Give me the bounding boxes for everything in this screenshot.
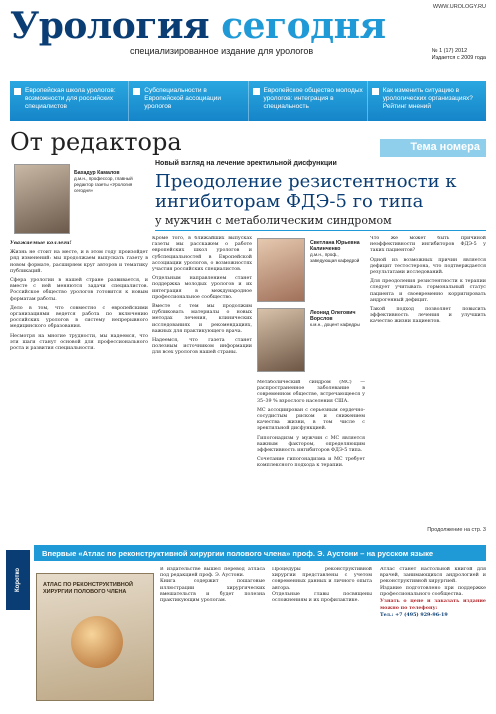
publication-title	[10, 6, 386, 46]
article-kicker: Новый взгляд на лечение эректильной дисфункции	[155, 160, 337, 167]
continued-link[interactable]: Продолжение на стр. 3	[427, 527, 486, 533]
promo-column-1: В издательстве вышел перевод атласа под редакцией проф. Э. Аустони. Книга содержит пошаговые иллюстрации хирургических вмешательств и будет полезна практикующим урологам.	[160, 567, 265, 604]
square-bullet-icon	[253, 88, 260, 95]
editor-photo	[14, 164, 70, 234]
order-title: Узнать о цене и заказать издание можно по телефону:	[380, 598, 486, 612]
square-bullet-icon	[14, 88, 21, 95]
atlas-book-cover	[36, 573, 154, 701]
square-bullet-icon	[133, 88, 140, 95]
square-bullet-icon	[372, 88, 379, 95]
order-phone[interactable]: Тел.: +7 (495) 929-96-19	[380, 612, 448, 619]
book-title: АТЛАС ПО РЕКОНСТРУКТИВНОЙ ХИРУРГИИ ПОЛОВОГО ЧЛЕНА	[43, 582, 134, 595]
author1-photo	[257, 238, 305, 302]
band-item[interactable]: Европейское общество молодых урологов: интеграция в специальность	[249, 81, 368, 121]
editorial-column-2b: Кроме того, в ближайших выпусках газеты мы расскажем о работе европейских школ урологов и субспециальностей в Европейской ассоциации урологов, о возможностях участия российских специалистов. Отдельным направлением станет поддержка молодых урологов и их интеграция в международное профессиональное сообщество. Вместе с тем мы продолжим публиковать материалы о новых методах лечения, клинических исследованиях и рекомендациях, важных для практикующего врача. Надеемся, что газета станет полезным источником информации для всех урологов нашей страны.	[152, 236, 252, 356]
book-illustration	[71, 616, 123, 668]
divider	[155, 230, 486, 231]
band-item[interactable]: Европейская школа урологов: возможности для российских специалистов	[10, 81, 129, 121]
editorial-column-1: Уважаемые коллеги! Жизнь не стоит на месте, и в этом году произойдет ряд изменений: мы продолжаем выпускать газету в новом формате, расширяем круг авторов и тематику публикаций. Сфера урологии в нашей стране развивается, и вместе с ней меняются задачи специалистов. Российское общество урологов готовится к новым форматам работы. Дело в том, что совместно с европейскими организациями ведется работа по включению российских урологов в систему непрерывного медицинского образования. Несмотря на многие трудности, мы надеемся, что эти шаги станут основой для профессионального роста и развития специальности.	[10, 240, 148, 352]
author2-caption: Леонид Олегович Ворслов к.м.н., доцент кафедры	[310, 310, 360, 327]
promo-header: Впервые «Атлас по реконструктивной хирургии полового члена» проф. Э. Аустони – на русском языке	[34, 545, 486, 561]
masthead	[10, 0, 486, 80]
title-word-2: сегодня	[221, 5, 386, 47]
editorial-heading: От редактора	[10, 128, 182, 156]
theme-column-a: Метаболический синдром (МС) — распространенное заболевание в современном обществе, встречающееся у 35–39 % взрослого населения США. МС ассоциирован с серьезным сердечно-сосудистым риском и снижением качества жизни, в том числе с эректильной дисфункцией. Гипогонадизм у мужчин с МС является важным фактором, определяющим эффективность ингибиторов ФДЭ-5 типа. Сочетание гипогонадизма и МС требует комплексного подхода к терапии.	[257, 380, 365, 469]
publication-subtitle: специализированное издание для урологов	[130, 46, 314, 56]
briefly-label: Коротко	[6, 550, 30, 610]
promo-column-2: Процедуры реконструктивной хирургии представлены с учетом современных данных и личного опыта автора. Отдельные главы посвящены осложнениям и их профилактике.	[272, 567, 372, 604]
editor-role: д.м.н., профессор, главный редактор газеты «Урология сегодня»	[74, 176, 133, 193]
contents-band	[10, 81, 486, 121]
article-headline: Преодоление резистентности к ингибиторам ФДЭ-5 го типа	[155, 171, 457, 212]
theme-column-b: Что же может быть причиной неэффективности ингибиторов ФДЭ-5 у таких пациентов? Одной из возможных причин является дефицит тестостерона, что подтверждается результатами исследований. Для преодоления резистентности к терапии следует учитывать гормональный статус пациента и своевременно корригировать андрогенный дефицит. Такой подход позволяет повысить эффективность лечения и улучшить качество жизни пациентов.	[370, 236, 486, 325]
editor-name: Бахадур Камалов	[74, 170, 120, 176]
issue-number: № 1 (17) 2012	[431, 48, 468, 54]
editor-caption	[74, 170, 144, 194]
issue-since: Издается с 2009 года	[431, 55, 486, 61]
section-tab-theme: Тема номера	[380, 139, 486, 157]
article-deck: у мужчин с метаболическим синдромом	[155, 214, 392, 227]
promo-column-3: Атлас станет настольной книгой для врачей, занимающихся андрологией и реконструктивной хирургией. Издание подготовлено при поддержке профессионального сообщества. Узнать о цене и заказать издание можно по телефону: Тел.: +7 (495) 929-96-19	[380, 567, 486, 619]
band-item[interactable]: Субспециальности в Европейской ассоциации урологов	[129, 81, 248, 121]
title-word-1: Урология	[10, 5, 210, 47]
author1-caption: Светлана Юрьевна Калинченко д.м.н., проф., заведующая кафедрой	[310, 240, 360, 263]
band-item[interactable]: Как изменить ситуацию в урологических организациях? Рейтинг мнений	[368, 81, 486, 121]
editorial-lead: Уважаемые коллеги!	[10, 240, 72, 246]
site-url[interactable]: WWW.UROLOGY.RU	[432, 4, 486, 10]
author2-photo	[257, 308, 305, 372]
issue-info	[432, 48, 486, 62]
